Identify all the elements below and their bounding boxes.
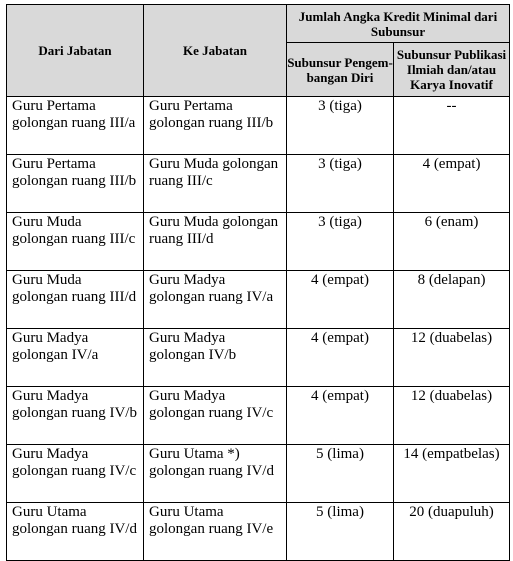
- from-position-cell: [7, 213, 144, 271]
- from-position-cell: [7, 271, 144, 329]
- to-position-cell: [144, 271, 287, 329]
- publication-credit-cell-text: 20 (duapuluh): [409, 504, 494, 520]
- self-development-credit-cell: [287, 503, 394, 561]
- from-position-header: Dari Jabatan: [7, 5, 144, 97]
- table-body: [7, 97, 510, 561]
- publication-credit-cell: [394, 445, 510, 503]
- to-position-cell-text: Guru Pertama golongan ruang III/b: [149, 98, 274, 131]
- publication-credit-cell-text: 12 (duabelas): [410, 388, 493, 404]
- from-position-cell-text: Guru Muda golongan ruang III/c: [12, 214, 136, 247]
- to-position-cell-text: Guru Muda golongan ruang III/c: [149, 156, 279, 189]
- self-development-credit-cell-text: 4 (empat): [311, 330, 369, 346]
- self-development-credit-cell: [287, 387, 394, 445]
- from-position-cell-text: Guru Pertama golongan ruang III/a: [12, 98, 136, 131]
- to-position-cell-text: Guru Utama *) golongan ruang IV/d: [149, 446, 274, 479]
- from-position-cell: [7, 445, 144, 503]
- publication-credit-cell: [394, 213, 510, 271]
- publication-credit-cell-text: 4 (empat): [422, 156, 481, 172]
- self-development-credit-cell: [287, 155, 394, 213]
- self-development-credit-cell-text: 4 (empat): [311, 272, 369, 288]
- to-position-cell: [144, 97, 287, 155]
- header-row-top: [7, 5, 510, 43]
- from-position-cell: [7, 387, 144, 445]
- from-position-cell-text: Guru Utama golongan ruang IV/d: [12, 504, 137, 537]
- table-row: [7, 445, 510, 503]
- to-position-cell: [144, 329, 287, 387]
- from-position-cell: [7, 503, 144, 561]
- self-development-credit-cell-text: 3 (tiga): [318, 214, 362, 230]
- from-position-cell-text: Guru Madya golongan IV/a: [12, 330, 99, 363]
- from-position-cell: [7, 155, 144, 213]
- self-development-credit-cell: [287, 329, 394, 387]
- from-position-cell: [7, 329, 144, 387]
- table-row: [7, 387, 510, 445]
- to-position-cell-text: Guru Utama golongan ruang IV/e: [149, 504, 274, 537]
- to-position-cell: [144, 213, 287, 271]
- table-row: [7, 97, 510, 155]
- from-position-cell-text: Guru Madya golongan ruang IV/b: [12, 388, 137, 421]
- to-position-cell: [144, 155, 287, 213]
- publication-credit-cell: [394, 503, 510, 561]
- table-row: [7, 155, 510, 213]
- to-position-header: Ke Jabatan: [144, 5, 287, 97]
- self-development-credit-cell-text: 5 (lima): [316, 504, 364, 520]
- publication-credit-cell-text: 14 (empatbelas): [403, 446, 500, 462]
- to-position-cell-text: Guru Madya golongan ruang IV/a: [149, 272, 274, 305]
- publication-credit-cell-text: --: [446, 98, 457, 114]
- publication-credit-cell-text: 6 (enam): [424, 214, 479, 230]
- credit-group-header: Jumlah Angka Kredit Minimal dari Subunsur: [287, 5, 510, 43]
- table-row: [7, 503, 510, 561]
- table-row: [7, 213, 510, 271]
- from-position-cell: [7, 97, 144, 155]
- publication-credit-cell: [394, 387, 510, 445]
- to-position-cell-text: Guru Madya golongan ruang IV/c: [149, 388, 274, 421]
- to-position-cell-text: Guru Madya golongan IV/b: [149, 330, 237, 363]
- publication-credit-cell-text: 8 (delapan): [417, 272, 486, 288]
- self-development-credit-cell: [287, 97, 394, 155]
- table-row: [7, 271, 510, 329]
- publication-credit-cell: [394, 155, 510, 213]
- credit-requirements-table: [6, 4, 510, 561]
- table-row: [7, 329, 510, 387]
- from-position-cell-text: Guru Muda golongan ruang III/d: [12, 272, 137, 305]
- self-development-credit-cell-text: 3 (tiga): [318, 98, 362, 114]
- from-position-cell-text: Guru Pertama golongan ruang III/b: [12, 156, 137, 189]
- self-development-credit-cell: [287, 445, 394, 503]
- self-development-credit-cell-text: 5 (lima): [316, 446, 364, 462]
- from-position-cell-text: Guru Madya golongan ruang IV/c: [12, 446, 137, 479]
- to-position-cell-text: Guru Muda golongan ruang III/d: [149, 214, 279, 247]
- publication-credit-cell: [394, 329, 510, 387]
- publication-credit-cell-text: 12 (duabelas): [410, 330, 493, 346]
- publication-credit-cell: [394, 97, 510, 155]
- self-development-credit-cell-text: 3 (tiga): [318, 156, 362, 172]
- publication-credit-cell: [394, 271, 510, 329]
- to-position-cell: [144, 445, 287, 503]
- self-development-credit-cell: [287, 271, 394, 329]
- to-position-cell: [144, 387, 287, 445]
- table-header: [7, 5, 510, 97]
- self-development-credit-cell-text: 4 (empat): [311, 388, 369, 404]
- self-development-credit-cell: [287, 213, 394, 271]
- publication-header: Subunsur Publikasi Ilmiah dan/atau Karya Inovatif: [394, 43, 510, 97]
- self-development-header: Subunsur Pengem-bangan Diri: [287, 43, 394, 97]
- to-position-cell: [144, 503, 287, 561]
